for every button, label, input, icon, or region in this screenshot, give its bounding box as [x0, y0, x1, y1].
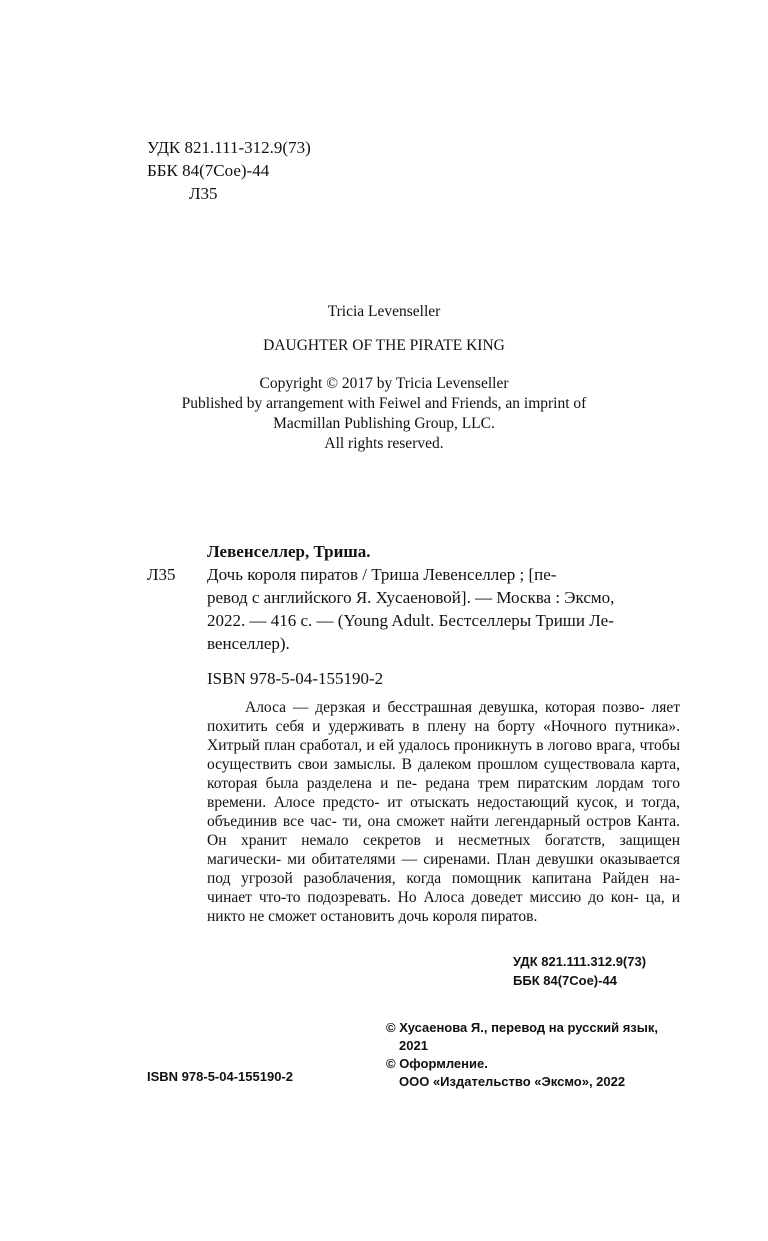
catalog-description-line: венселлер).: [207, 634, 290, 653]
udk-code: УДК 821.111-312.9(73): [147, 138, 311, 157]
udk-code-bold: УДК 821.111.312.9(73): [513, 954, 647, 969]
translation-copyright: © Хусаенова Я., перевод на русский язык,: [386, 1020, 658, 1035]
abstract-line: редана трем пиратским лордам того времени. Алосе предсто-: [207, 775, 680, 811]
classification-codes: [513, 952, 646, 990]
abstract-line: ляет похитить себя и удерживать в плену на борту «Ночного: [207, 699, 681, 735]
translation-copyright-year: 2021: [399, 1038, 428, 1053]
catalog-description: [207, 563, 680, 655]
original-copyright-line: Macmillan Publishing Group, LLC.: [273, 415, 495, 432]
footer-isbn: ISBN 978-5-04-155190-2: [147, 1069, 293, 1084]
catalog-description-line: 2022. — 416 с. — (Young Adult. Бестселлеры Триши Ле-: [207, 611, 614, 630]
author-sign: Л35: [189, 184, 218, 203]
catalog-record: [147, 540, 680, 690]
catalog-code: Л35: [147, 565, 176, 584]
abstract-line: ца, и никто не сможет остановить дочь короля пиратов.: [207, 889, 680, 925]
abstract-line: ит отыскать недостающий кусок, и тогда, объединив все час-: [207, 794, 680, 830]
original-copyright-line: Published by arrangement with Feiwel and Friends, an imprint of: [181, 395, 587, 412]
catalog-author-heading: Левенселлер, Триша.: [207, 542, 371, 561]
udk-bbk-header: [147, 136, 311, 205]
bbk-code: ББК 84(7Сое)-44: [147, 161, 270, 180]
abstract-line: ти, она сможет найти легендарный остров Канта. Он хранит: [207, 813, 680, 849]
original-title: DAUGHTER OF THE PIRATE KING: [263, 337, 505, 354]
catalog-description-line: ревод с английского Я. Хусаеновой]. — Москва : Эксмо,: [207, 588, 615, 607]
abstract-line: немало секретов и несметных богатств, защищен магически-: [207, 832, 681, 868]
abstract-line: путника». Хитрый план сработал, и ей удалось проникнуть: [207, 718, 680, 754]
design-copyright: © Оформление.: [386, 1056, 488, 1071]
original-edition-info: [0, 302, 768, 454]
abstract-line: чинает что-то подозревать. Но Алоса доведет миссию до кон-: [207, 889, 639, 906]
catalog-isbn: ISBN 978-5-04-155190-2: [207, 669, 384, 688]
abstract-line: ми обитателями — сиренами. План девушки оказывается под: [207, 851, 681, 887]
original-copyright-line: All rights reserved.: [324, 435, 444, 452]
original-copyright-line: Copyright © 2017 by Tricia Levenseller: [259, 375, 509, 392]
abstract-line: угрозой разоблачения, когда помощник капитана Райден на-: [241, 870, 680, 887]
abstract-line: в логово врага, чтобы осуществить свои замыслы. В далеком: [207, 737, 680, 773]
publisher-copyright: ООО «Издательство «Эксмо», 2022: [399, 1074, 626, 1089]
catalog-description-line: Дочь короля пиратов / Триша Левенселлер ; [пе-: [207, 565, 557, 584]
russian-copyright: [386, 1019, 686, 1091]
book-abstract: [207, 698, 680, 926]
bbk-code-bold: ББК 84(7Сое)-44: [513, 973, 617, 988]
abstract-line: Алоса — дерзкая и бесстрашная девушка, которая позво-: [245, 699, 645, 716]
abstract-line: прошлом существовала карта, которая была разделена и пе-: [207, 756, 681, 792]
original-author: Tricia Levenseller: [327, 303, 441, 320]
